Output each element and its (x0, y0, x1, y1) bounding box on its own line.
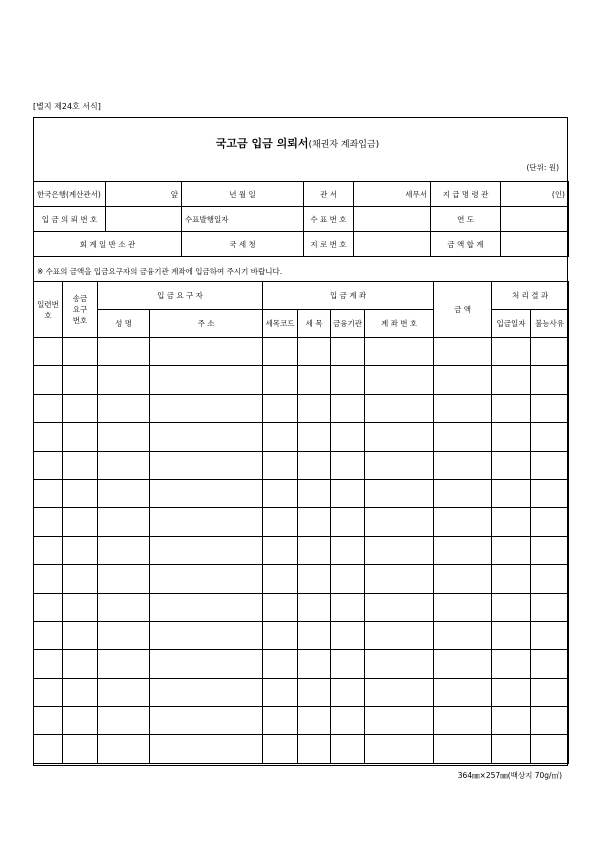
table-cell[interactable] (98, 508, 150, 536)
table-cell[interactable] (531, 565, 569, 593)
table-cell[interactable] (263, 536, 298, 564)
table-cell[interactable] (331, 678, 365, 706)
table-cell[interactable] (365, 508, 434, 536)
table-cell[interactable] (150, 678, 263, 706)
table-row (34, 338, 569, 366)
table-cell[interactable] (150, 366, 263, 394)
table-cell[interactable] (434, 394, 492, 422)
table-cell[interactable] (298, 565, 331, 593)
table-cell[interactable] (34, 508, 63, 536)
col-remit-request-no-line3: 번호 (72, 316, 88, 325)
table-cell[interactable] (434, 678, 492, 706)
table-cell[interactable] (34, 394, 63, 422)
table-cell[interactable] (492, 678, 531, 706)
table-cell[interactable] (63, 536, 98, 564)
table-cell[interactable] (63, 593, 98, 621)
table-cell[interactable] (531, 621, 569, 649)
table-cell[interactable] (365, 536, 434, 564)
table-row (34, 394, 569, 422)
col-remit-request-no-line2: 요구 (72, 305, 88, 314)
table-cell[interactable] (531, 508, 569, 536)
table-cell[interactable] (492, 565, 531, 593)
table-cell[interactable] (298, 735, 331, 763)
table-cell[interactable] (434, 423, 492, 451)
table-cell[interactable] (365, 451, 434, 479)
table-cell[interactable] (263, 338, 298, 366)
table-cell[interactable] (365, 735, 434, 763)
table-cell[interactable] (263, 707, 298, 735)
col-account: 입 금 계 좌 (263, 282, 434, 310)
table-cell[interactable] (263, 735, 298, 763)
table-cell[interactable] (365, 366, 434, 394)
table-cell[interactable] (98, 678, 150, 706)
table-cell[interactable] (331, 394, 365, 422)
table-cell[interactable] (531, 338, 569, 366)
table-cell[interactable] (98, 621, 150, 649)
table-cell[interactable] (492, 735, 531, 763)
table-cell[interactable] (492, 423, 531, 451)
col-address: 주 소 (150, 310, 263, 338)
table-cell[interactable] (263, 366, 298, 394)
table-cell[interactable] (263, 593, 298, 621)
col-reject-reason: 불능사유 (531, 310, 569, 338)
unit-label: (단위: 원) (526, 163, 559, 172)
table-cell[interactable] (434, 650, 492, 678)
table-cell[interactable] (298, 678, 331, 706)
table-cell[interactable] (492, 338, 531, 366)
table-cell[interactable] (34, 735, 63, 763)
table-cell[interactable] (98, 479, 150, 507)
table-cell[interactable] (63, 621, 98, 649)
check-no-label: 수 표 번 호 (304, 207, 354, 232)
table-cell[interactable] (63, 565, 98, 593)
table-cell[interactable] (63, 479, 98, 507)
table-cell[interactable] (298, 366, 331, 394)
table-cell[interactable] (298, 593, 331, 621)
nts-label: 국 세 청 (182, 232, 304, 257)
table-cell[interactable] (298, 650, 331, 678)
table-cell[interactable] (331, 479, 365, 507)
amount-total-label: 금 액 합 계 (431, 232, 501, 257)
table-cell[interactable] (150, 621, 263, 649)
seal-label: 앞 (106, 182, 182, 207)
table-cell[interactable] (434, 508, 492, 536)
form-title-main: 국고금 입금 의뢰서 (215, 137, 309, 150)
table-cell[interactable] (365, 650, 434, 678)
table-cell[interactable] (331, 621, 365, 649)
table-cell[interactable] (63, 678, 98, 706)
table-cell[interactable] (298, 338, 331, 366)
table-row (34, 650, 569, 678)
table-cell[interactable] (434, 565, 492, 593)
table-cell[interactable] (531, 536, 569, 564)
table-row (34, 621, 569, 649)
table-cell[interactable] (263, 451, 298, 479)
table-cell[interactable] (98, 338, 150, 366)
table-cell[interactable] (98, 650, 150, 678)
table-cell[interactable] (492, 707, 531, 735)
amount-total-field[interactable] (501, 232, 569, 257)
table-cell[interactable] (492, 394, 531, 422)
table-cell[interactable] (434, 451, 492, 479)
table-cell[interactable] (34, 423, 63, 451)
table-row (34, 366, 569, 394)
table-cell[interactable] (331, 650, 365, 678)
table-cell[interactable] (298, 508, 331, 536)
table-cell[interactable] (365, 621, 434, 649)
table-cell[interactable] (263, 479, 298, 507)
table-cell[interactable] (98, 707, 150, 735)
table-cell[interactable] (331, 593, 365, 621)
table-cell[interactable] (98, 423, 150, 451)
table-cell[interactable] (150, 565, 263, 593)
table-row (34, 735, 569, 763)
table-cell[interactable] (365, 394, 434, 422)
table-cell[interactable] (34, 678, 63, 706)
form-number-label: [별지 제24호 서식] (33, 102, 101, 111)
col-remit-request-no-line1: 송금 (72, 294, 88, 303)
table-cell[interactable] (150, 735, 263, 763)
paper-spec: 364㎜×257㎜(백상지 70g/㎡) (457, 771, 562, 780)
bank-label: 한국은행(계산관서) (34, 182, 106, 207)
table-cell[interactable] (34, 593, 63, 621)
table-row (34, 508, 569, 536)
table-cell[interactable] (263, 678, 298, 706)
table-cell[interactable] (150, 508, 263, 536)
table-cell[interactable] (531, 394, 569, 422)
table-cell[interactable] (98, 394, 150, 422)
table-cell[interactable] (63, 338, 98, 366)
request-no-label: 입 금 의 뢰 번 호 (34, 207, 106, 232)
check-no-field[interactable] (354, 207, 431, 232)
date-label: 년 월 일 (182, 182, 304, 207)
table-cell[interactable] (492, 536, 531, 564)
table-cell[interactable] (34, 479, 63, 507)
table-cell[interactable] (150, 394, 263, 422)
table-cell[interactable] (331, 338, 365, 366)
table-cell[interactable] (298, 394, 331, 422)
account-office-label: 회 계 일 반 소 관 (34, 232, 182, 257)
table-cell[interactable] (263, 650, 298, 678)
col-remit-request-no (63, 282, 98, 338)
table-cell[interactable] (331, 423, 365, 451)
table-cell[interactable] (434, 707, 492, 735)
table-cell[interactable] (434, 536, 492, 564)
table-cell[interactable] (98, 593, 150, 621)
col-result: 처 리 결 과 (492, 282, 569, 310)
table-cell[interactable] (531, 735, 569, 763)
table-cell[interactable] (434, 735, 492, 763)
table-cell[interactable] (492, 366, 531, 394)
table-cell[interactable] (365, 565, 434, 593)
table-cell[interactable] (434, 479, 492, 507)
table-cell[interactable] (331, 565, 365, 593)
col-amount: 금 액 (434, 282, 492, 338)
table-cell[interactable] (331, 366, 365, 394)
table-cell[interactable] (263, 423, 298, 451)
table-cell[interactable] (63, 508, 98, 536)
table-cell[interactable] (63, 423, 98, 451)
table-cell[interactable] (331, 508, 365, 536)
table-cell[interactable] (531, 593, 569, 621)
header-row-3 (34, 232, 569, 257)
table-cell[interactable] (434, 338, 492, 366)
table-cell[interactable] (492, 650, 531, 678)
table-row (34, 565, 569, 593)
table-row (34, 678, 569, 706)
table-cell[interactable] (150, 707, 263, 735)
table-row (34, 479, 569, 507)
table-cell[interactable] (263, 565, 298, 593)
table-row (34, 451, 569, 479)
table-cell[interactable] (34, 366, 63, 394)
request-no-field[interactable] (106, 207, 182, 232)
table-cell[interactable] (63, 707, 98, 735)
table-cell[interactable] (98, 366, 150, 394)
table-cell[interactable] (434, 621, 492, 649)
table-row (34, 536, 569, 564)
table-cell[interactable] (150, 650, 263, 678)
table-cell[interactable] (298, 479, 331, 507)
header-row-2 (34, 207, 569, 232)
table-cell[interactable] (34, 451, 63, 479)
giro-no-label: 지 로 번 호 (304, 232, 354, 257)
table-cell[interactable] (263, 508, 298, 536)
notice-text: ※ 수표의 금액을 입금요구자의 금융기관 계좌에 입금하여 주시기 바랍니다. (37, 267, 283, 276)
table-cell[interactable] (263, 621, 298, 649)
table-row (34, 423, 569, 451)
giro-no-field[interactable] (354, 232, 431, 257)
header-table (33, 181, 569, 257)
table-cell[interactable] (98, 451, 150, 479)
payment-officer-label: 지 급 명 령 관 (431, 182, 501, 207)
col-tax-item: 세 목 (298, 310, 331, 338)
table-cell[interactable] (298, 707, 331, 735)
table-cell[interactable] (98, 565, 150, 593)
table-cell[interactable] (150, 536, 263, 564)
table-cell[interactable] (34, 536, 63, 564)
table-cell[interactable] (531, 678, 569, 706)
table-cell[interactable] (434, 593, 492, 621)
col-requester: 입 금 요 구 자 (98, 282, 263, 310)
table-cell[interactable] (298, 423, 331, 451)
table-cell[interactable] (531, 479, 569, 507)
table-cell[interactable] (331, 536, 365, 564)
table-cell[interactable] (298, 451, 331, 479)
table-cell[interactable] (34, 338, 63, 366)
table-cell[interactable] (365, 678, 434, 706)
table-cell[interactable] (531, 366, 569, 394)
table-cell[interactable] (34, 565, 63, 593)
col-tax-code: 세목코드 (263, 310, 298, 338)
year-field[interactable] (501, 207, 569, 232)
table-cell[interactable] (365, 707, 434, 735)
table-cell[interactable] (531, 451, 569, 479)
table-cell[interactable] (63, 366, 98, 394)
form-title (0, 135, 595, 151)
stamp-label: (인) (501, 182, 569, 207)
table-cell[interactable] (150, 338, 263, 366)
table-cell[interactable] (331, 735, 365, 763)
table-cell[interactable] (298, 536, 331, 564)
table-cell[interactable] (492, 451, 531, 479)
table-cell[interactable] (492, 508, 531, 536)
table-cell[interactable] (434, 366, 492, 394)
check-issue-date-label: 수표발행일자 (182, 207, 304, 232)
col-institution: 금융기관 (331, 310, 365, 338)
table-cell[interactable] (150, 593, 263, 621)
table-cell[interactable] (298, 621, 331, 649)
col-deposit-date: 입금일자 (492, 310, 531, 338)
office-label: 관 서 (304, 182, 354, 207)
table-cell[interactable] (63, 394, 98, 422)
table-cell[interactable] (492, 621, 531, 649)
table-cell[interactable] (531, 650, 569, 678)
list-header-row-1 (34, 282, 569, 310)
table-cell[interactable] (63, 650, 98, 678)
table-row (34, 593, 569, 621)
header-row-1 (34, 182, 569, 207)
table-cell[interactable] (331, 707, 365, 735)
table-cell[interactable] (531, 707, 569, 735)
table-cell[interactable] (492, 593, 531, 621)
tax-office-label: 세무서 (354, 182, 431, 207)
table-cell[interactable] (34, 621, 63, 649)
table-cell[interactable] (150, 423, 263, 451)
table-cell[interactable] (150, 451, 263, 479)
table-cell[interactable] (365, 423, 434, 451)
table-cell[interactable] (263, 394, 298, 422)
table-cell[interactable] (63, 451, 98, 479)
table-cell[interactable] (63, 735, 98, 763)
table-cell[interactable] (34, 707, 63, 735)
table-cell[interactable] (331, 451, 365, 479)
year-label: 연 도 (431, 207, 501, 232)
list-body (34, 338, 569, 764)
col-name: 성 명 (98, 310, 150, 338)
form-title-sub: (채권자 계좌입금) (308, 140, 380, 150)
table-cell[interactable] (365, 593, 434, 621)
table-cell[interactable] (34, 650, 63, 678)
table-cell[interactable] (150, 479, 263, 507)
table-cell[interactable] (531, 423, 569, 451)
table-cell[interactable] (98, 735, 150, 763)
table-cell[interactable] (365, 479, 434, 507)
table-cell[interactable] (365, 338, 434, 366)
table-row (34, 707, 569, 735)
table-cell[interactable] (492, 479, 531, 507)
col-account-no: 계 좌 번 호 (365, 310, 434, 338)
deposit-list-table (33, 281, 569, 764)
table-cell[interactable] (98, 536, 150, 564)
col-serial: 일련번호 (34, 282, 63, 338)
